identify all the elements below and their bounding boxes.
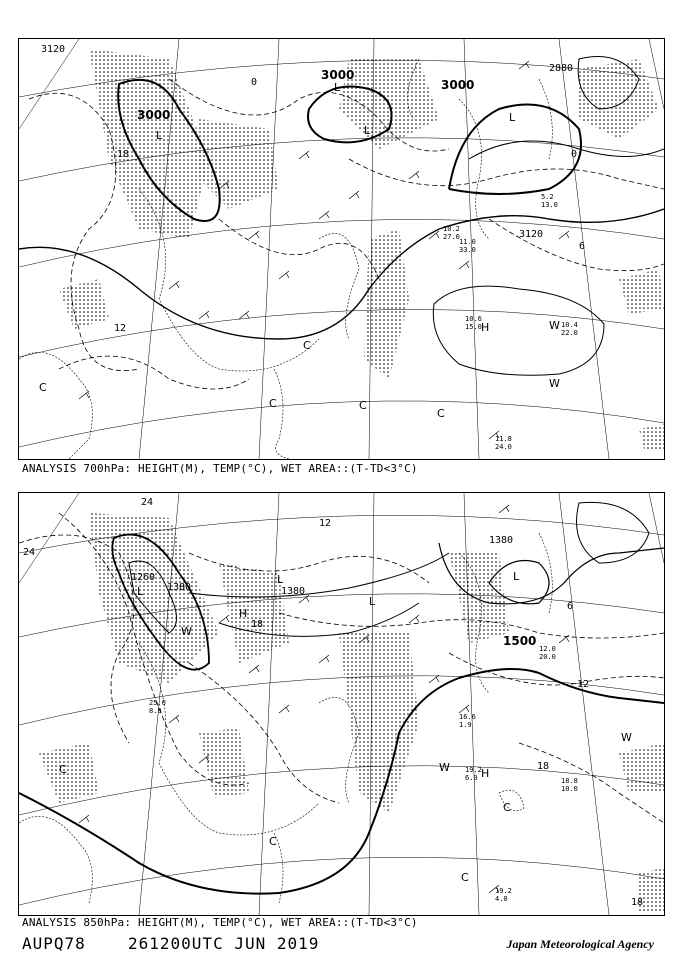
high-center: H <box>481 767 490 780</box>
temp-label: 24 <box>23 547 36 558</box>
cold-center: C <box>437 407 445 420</box>
temp-label: 18 <box>251 619 264 630</box>
low-center: L <box>513 570 520 583</box>
station-value: 24.0 <box>495 443 512 451</box>
caption-850hpa: ANALYSIS 850hPa: HEIGHT(M), TEMP(°C), WET AREA::(T-TD<3°C) <box>22 916 418 929</box>
cold-center: C <box>461 871 469 884</box>
warm-center: W <box>549 377 560 390</box>
station-value: 13.0 <box>541 201 558 209</box>
station-value: 33.0 <box>459 246 476 254</box>
temp-label: 18 <box>537 761 550 772</box>
station-value: 11.0 <box>459 238 476 246</box>
low-center: L <box>364 124 371 137</box>
cold-center: C <box>359 399 367 412</box>
temp-label: 6 <box>579 241 586 252</box>
temp-label: 12 <box>319 518 332 529</box>
station-value: 5.2 <box>541 193 554 201</box>
temp-label: 6 <box>567 601 574 612</box>
temp-label: 18 <box>631 897 644 908</box>
station-value: 10.2 <box>443 225 460 233</box>
temp-label: 12 <box>114 323 127 334</box>
station-value: 27.0 <box>443 233 460 241</box>
map-700hpa-graphic <box>19 39 664 459</box>
warm-center: W <box>181 625 192 638</box>
station-value: 8.0 <box>149 707 162 715</box>
station-value: 10.0 <box>561 785 578 793</box>
caption-700hpa: ANALYSIS 700hPa: HEIGHT(M), TEMP(°C), WET AREA::(T-TD<3°C) <box>22 462 418 475</box>
map-850hpa <box>18 492 665 916</box>
height-label: 1380 <box>281 586 306 597</box>
height-label: 3000 <box>137 108 171 122</box>
valid-time: 261200UTC JUN 2019 <box>128 934 320 953</box>
temp-label: 0 <box>571 149 578 160</box>
high-center: H <box>481 321 490 334</box>
station-value: 16.6 <box>459 713 476 721</box>
map-850hpa-graphic <box>19 493 664 915</box>
low-center: L <box>369 595 376 608</box>
cold-center: C <box>39 381 47 394</box>
temp-label: 18 <box>117 149 130 160</box>
warm-center: W <box>549 319 560 332</box>
station-value: 18.8 <box>561 777 578 785</box>
station-value: 22.0 <box>561 329 578 337</box>
temp-label: 24 <box>141 497 154 508</box>
high-center: H <box>239 607 248 620</box>
low-center: L <box>277 573 284 586</box>
low-center: L <box>156 129 163 142</box>
cold-center: C <box>269 397 277 410</box>
low-center: L <box>137 585 144 598</box>
cold-center: C <box>269 835 277 848</box>
station-value: 19.2 <box>495 887 512 895</box>
station-value: 19.2 <box>465 766 482 774</box>
height-label: 3000 <box>441 78 475 92</box>
coastline <box>19 59 552 459</box>
map-700hpa <box>18 38 665 460</box>
temp-label: 12 <box>577 679 590 690</box>
warm-center: W <box>621 731 632 744</box>
station-value: 6.0 <box>465 774 478 782</box>
cold-center: C <box>303 339 311 352</box>
station-value: 4.0 <box>495 895 508 903</box>
station-value: 12.0 <box>539 645 556 653</box>
chart-id: AUPQ78 <box>22 934 86 953</box>
height-label: 3000 <box>321 68 355 82</box>
height-label: 1380 <box>489 535 514 546</box>
station-value: 25.0 <box>149 699 166 707</box>
warm-center: W <box>439 761 450 774</box>
height-label: 1380 <box>167 582 192 593</box>
temp-label: 0 <box>251 77 258 88</box>
height-label: 3120 <box>41 44 66 55</box>
station-value: 10.4 <box>561 321 578 329</box>
height-label: 3120 <box>519 229 544 240</box>
agency-name: Japan Meteorological Agency <box>506 937 654 951</box>
low-center: L <box>509 111 516 124</box>
height-label: 1500 <box>503 634 537 648</box>
cold-center: C <box>59 763 67 776</box>
station-value: 10.6 <box>465 315 482 323</box>
low-center: L <box>334 81 341 94</box>
station-value: 15.0 <box>465 323 482 331</box>
cold-center: C <box>503 801 511 814</box>
station-value: 20.0 <box>539 653 556 661</box>
height-label: 1260 <box>131 572 156 583</box>
station-value: 1.9 <box>459 721 472 729</box>
station-value: 11.8 <box>495 435 512 443</box>
height-label: 2880 <box>549 63 574 74</box>
